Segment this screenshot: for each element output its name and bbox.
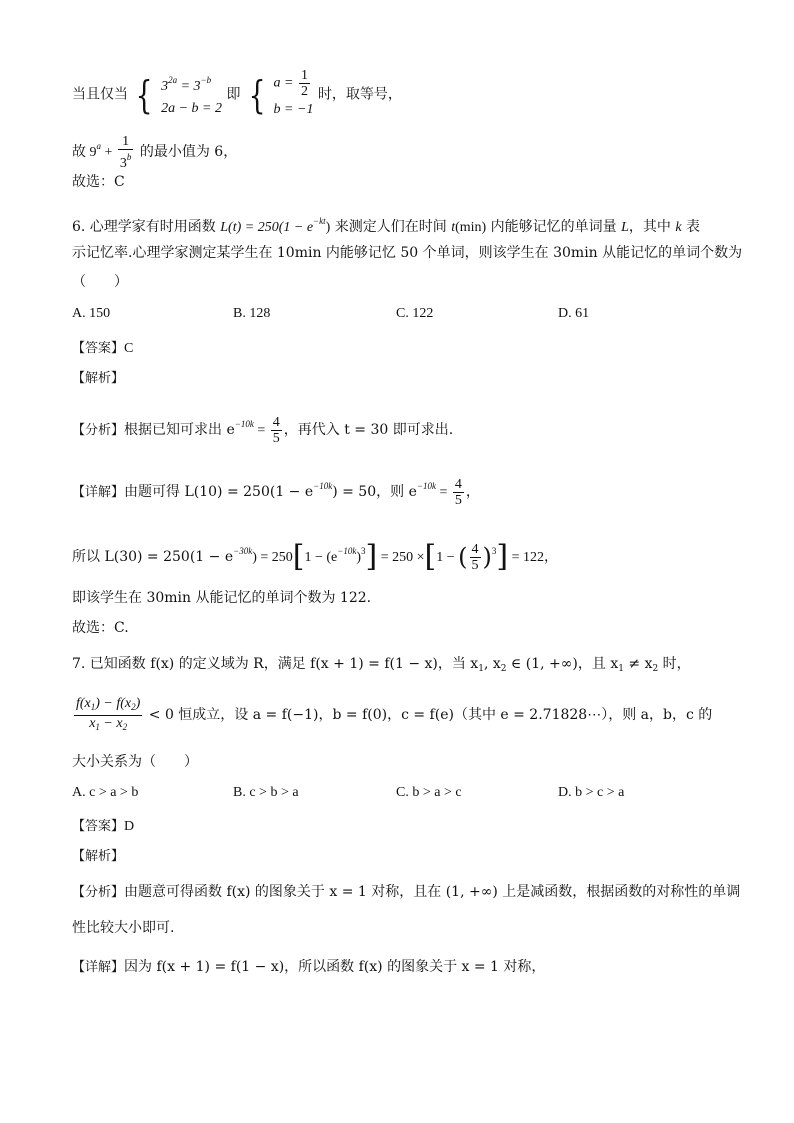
q6-option-c[interactable]: C. 122 bbox=[396, 306, 434, 321]
min-exp: a bbox=[96, 141, 101, 151]
q7-stem-line-3: 大小关系为（ ） bbox=[72, 754, 198, 770]
q6-option-b[interactable]: B. 128 bbox=[233, 306, 271, 321]
q6-paren: （ ） bbox=[72, 274, 128, 290]
ji-text: 即 bbox=[226, 86, 241, 103]
system-1-eq-2: 2a − b = 2 bbox=[161, 101, 222, 116]
q7-difference-quotient: $\frac{f(x_1) - f(x_2)}{x_1 - x_2}$ bbox=[76, 695, 141, 732]
q7-stem-line-2: $\frac{f(x_1) - f(x_2)}{x_1 - x_2}$ < 0 恒成立，设 a = f(−1)，b = f(0)，c = f(e)（其中 e = 2.71828⋯），则 a，b，c 的 bbox=[72, 694, 712, 736]
minimum-value-line bbox=[72, 128, 238, 171]
q6-stem-line-2: 示记忆率.心理学家测定某学生在 10min 内能够记忆 50 个单词，则该学生在 30min 从能记忆的单词个数为 bbox=[72, 245, 743, 261]
q7-analysis-line-2: 性比较大小即可. bbox=[72, 920, 175, 936]
q6-conclusion: 即该学生在 30min 从能记忆的单词个数为 122. bbox=[72, 590, 372, 606]
min-lead: 故 9 bbox=[72, 145, 97, 160]
q6-detail-line-2: 所以 $L(30) = 250(1 - e^{-30k}) = 250[1 - (e^{-10k})^3] = 250 \times[1$ − ( $\frac{4}{5}$ )$^3$] = 122， bbox=[72, 539, 559, 574]
left-brace: { bbox=[136, 72, 154, 117]
q7-analysis-label: 【解析】 bbox=[72, 849, 125, 864]
q7-option-d[interactable]: D. b > c > a bbox=[558, 785, 625, 800]
equation-system-2 bbox=[274, 68, 314, 121]
q7-stem-line-1: 7. 已知函数 f(x) 的定义域为 R，满足 f(x + 1) = f(1 − x)，当 $x_1$, $x_2$ ∈ (1, +∞)，且 $x_1 \ne x_2$ 时， bbox=[72, 656, 691, 674]
min-fraction: $\frac{1}{3^b}$ bbox=[119, 133, 132, 171]
q7-option-c[interactable]: C. b > a > c bbox=[396, 785, 462, 800]
q6-analysis-line: 【分析】根据已知可求出 $e^{-10k}$ = $\frac{4}{5}$ ，再代入 t = 30 即可求出. bbox=[72, 414, 454, 446]
q6-analysis-label: 【解析】 bbox=[72, 371, 125, 386]
q7-option-b[interactable]: B. c > b > a bbox=[233, 785, 299, 800]
q6-stem-line-1: 6. 心理学家有时用函数 $L(t) = 250(1 - e^{-kt})$ 来测定人们在时间 t(min) 内能够记忆的单词量 L，其中 k 表 bbox=[72, 216, 701, 235]
q6-answer: 【答案】C bbox=[72, 341, 134, 356]
q7-analysis-line-1: 【分析】由题意可得函数 f(x) 的图象关于 x = 1 对称，且在 (1, +∞) 上是减函数，根据函数的对称性的单调 bbox=[72, 884, 741, 900]
q6-detail-line-1: 【详解】由题可得 $L(10) = 250(1 - e^{-10k}) = 50$，则 $e^{-10k}$ = $\frac{4}{5}$ ， bbox=[72, 476, 480, 508]
condition-lead-text: 当且仅当 bbox=[72, 86, 128, 103]
min-plus: + bbox=[101, 145, 116, 160]
q7-answer: 【答案】D bbox=[72, 819, 135, 834]
equation-system-1 bbox=[161, 69, 222, 120]
equality-condition-line bbox=[72, 68, 402, 117]
left-brace-2: { bbox=[248, 72, 266, 117]
q7-option-a[interactable]: A. c > a > b bbox=[72, 785, 139, 800]
q6-option-d[interactable]: D. 61 bbox=[558, 306, 590, 321]
q6-choose: 故选：C. bbox=[72, 620, 129, 636]
choose-answer-line: 故选：C bbox=[72, 174, 125, 190]
min-tail: 的最小值为 6， bbox=[135, 144, 238, 160]
system-2-eq-b: b = −1 bbox=[273, 102, 314, 117]
q6-option-a[interactable]: A. 150 bbox=[72, 306, 111, 321]
condition-tail-text: 时，取等号， bbox=[317, 86, 402, 103]
system-2-eq-a: a = $\frac{1}{2}$ bbox=[273, 68, 308, 99]
q7-detail-line: 【详解】因为 f(x + 1) = f(1 − x)，所以函数 f(x) 的图象关于 x = 1 对称， bbox=[72, 959, 546, 975]
system-1-eq-1: $3^{2a} = 3^{-b}$ bbox=[161, 75, 212, 94]
